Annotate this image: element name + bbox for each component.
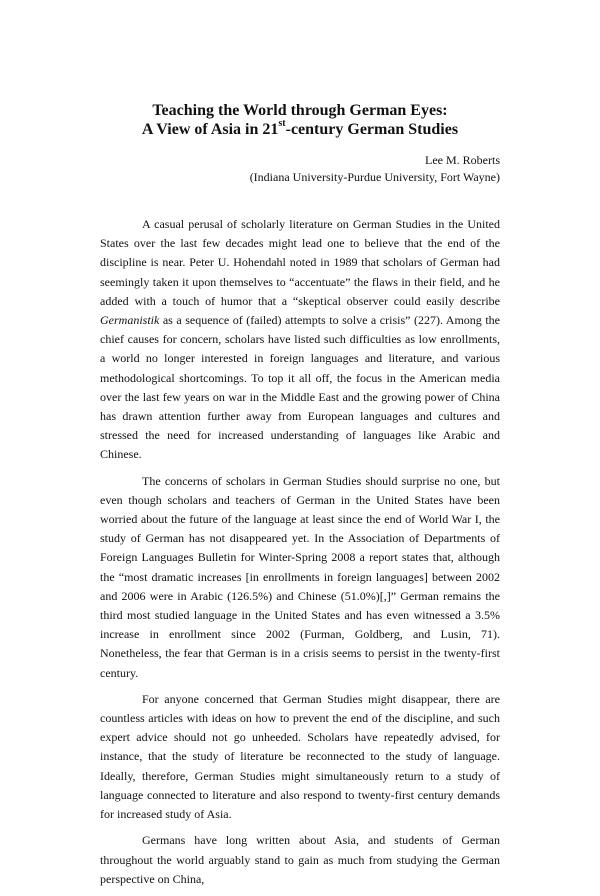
author-affiliation: (Indiana University-Purdue University, Fort Wayne) [249, 170, 500, 184]
paragraph-1-part-a: A casual perusal of scholarly literature on German Studies in the United States over the last few decades might lead one to believe that the end of the discipline is near. Peter U. Hohendahl noted in 1989 that scholars of German had seemingly taken it upon themselves to “accentuate” the flaws in their field, and he added with a touch of humor that a “skeptical observer could easily describe [100, 217, 500, 308]
paragraph-3: For anyone concerned that German Studies might disappear, there are countless articles with ideas on how to prevent the end of the discipline, and such expert advice should not go unheeded. Scholars have repeatedly advised, for instance, that the study of literature be reconnected to the study of language. Ideally, therefore, German Studies might simultaneously return to a study of language connected to literature and also respond to twenty-first century demands for increased study of Asia. [100, 691, 500, 822]
paragraph-4: Germans have long written about Asia, and students of German throughout the world arguably stand to gain as much from studying the German perspective on China, [100, 833, 500, 886]
paragraph-2: The concerns of scholars in German Studies should surprise no one, but even though scholars and teachers of German in the United States have been worried about the future of the language at least since the end of World War I, the study of German has not disappeared yet. In the Association of Departments of Foreign Languages Bulletin for Winter-Spring 2008 a report states that, although the “most dramatic increases [in enrollments in foreign languages] between 2002 and 2006 were in Arabic (126.5%) and Chinese (51.0%)[,]” German remains the third most studied language in the United States and has even witnessed a 3.5% increase in enrollment since 2002 (Furman, Goldberg, and Lusin, 71). Nonetheless, the fear that German is in a crisis seems to persist in the twenty-first century. [100, 473, 500, 680]
title-superscript: st [278, 117, 286, 129]
title-line-2-start: A View of Asia in 21 [141, 121, 279, 138]
paragraph-1-part-b: as a sequence of (failed) attempts to solve a crisis” (227). Among the chief causes for concern, scholars have listed such difficulties as low enrollments, a world no longer interested in foreign languages and literature, and various methodological shortcomings. To top it all off, the focus in the American media over the last few years on war in the Middle East and the growing power of China has drawn attention further away from European languages and cultures and stressed the need for increased understanding of languages like Arabic and Chinese. [100, 313, 500, 462]
title-line-1: Teaching the World through German Eyes: [152, 102, 448, 119]
paragraph-1 [100, 215, 500, 465]
italic-term: Germanistik [100, 313, 160, 328]
title-line-2-end: -century German Studies [285, 121, 459, 138]
article-body [100, 215, 500, 896]
title-line-2 [100, 117, 500, 140]
author-name: Lee M. Roberts [425, 153, 500, 167]
